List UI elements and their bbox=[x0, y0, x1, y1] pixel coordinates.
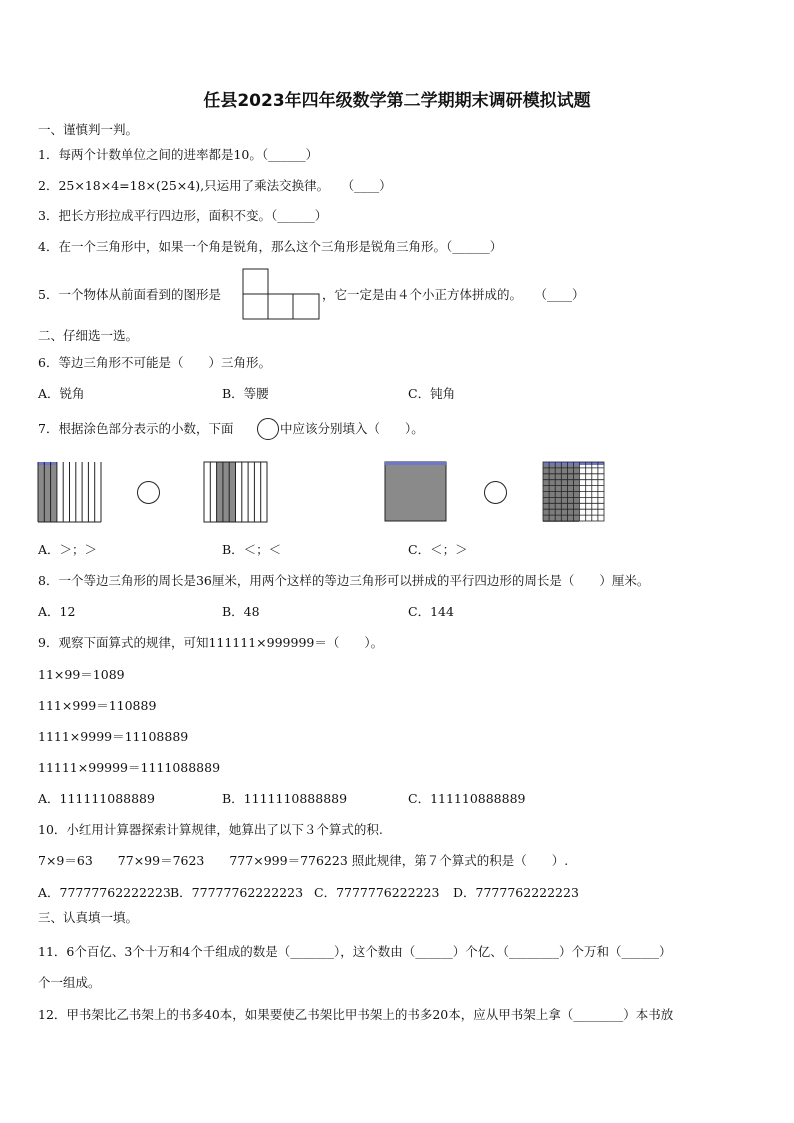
question-9: 9．观察下面算式的规律，可知111111×999999＝（ ）。 bbox=[38, 635, 384, 650]
question-1: 1．每两个计数单位之间的进率都是10。（______） bbox=[38, 147, 319, 162]
q7-option-a: A．＞；＞ bbox=[38, 542, 98, 557]
compare-circle-icon bbox=[257, 418, 279, 440]
decimal-strips-figure-2 bbox=[204, 462, 268, 522]
q10-option-d: D．7777762222223 bbox=[453, 885, 579, 900]
question-12: 12．甲书架比乙书架上的书多40本，如果要使乙书架比甲书架上的书多20本，应从甲书架上拿（________）本书放 bbox=[38, 1007, 674, 1022]
q8-option-b: B．48 bbox=[222, 604, 260, 619]
question-7-part-a: 7．根据涂色部分表示的小数，下面 bbox=[38, 421, 234, 436]
question-5-part-a: 5．一个物体从前面看到的图形是 bbox=[38, 287, 221, 302]
section-heading-1: 一、谨慎判一判。 bbox=[38, 122, 139, 137]
question-4: 4．在一个三角形中，如果一个角是锐角，那么这个三角形是锐角三角形。（______） bbox=[38, 239, 503, 254]
decimal-strips-figure-1 bbox=[38, 462, 102, 522]
q9-pattern-line-2: 111×999＝110889 bbox=[38, 698, 157, 713]
page-title: 任县2023年四年级数学第二学期期末调研模拟试题 bbox=[203, 91, 591, 111]
compare-circle-2-icon[interactable] bbox=[484, 481, 507, 504]
q10-option-b: B．77777762222223 bbox=[170, 885, 304, 900]
q6-option-b: B．等腰 bbox=[222, 386, 269, 401]
q9-pattern-line-3: 1111×9999＝11108889 bbox=[38, 729, 189, 744]
decimal-grid-figure-4 bbox=[543, 462, 605, 522]
q9-option-b: B．1111110888889 bbox=[222, 791, 348, 806]
question-11-line-2: 个一组成。 bbox=[38, 975, 101, 990]
question-11-line-1: 11．6个百亿、3个十万和4个千组成的数是（_______），这个数由（______）个亿、（________）个万和（______） bbox=[38, 944, 672, 959]
q6-option-a: A．锐角 bbox=[38, 386, 85, 401]
front-view-figure bbox=[242, 268, 322, 320]
q9-option-a: A．111111088889 bbox=[38, 791, 155, 806]
q7-option-c: C．＜；＞ bbox=[408, 542, 468, 557]
question-3: 3．把长方形拉成平行四边形，面积不变。（______） bbox=[38, 208, 328, 223]
section-heading-2: 二、仔细选一选。 bbox=[38, 328, 139, 343]
q9-option-c: C．111110888889 bbox=[408, 791, 526, 806]
question-7-part-b: 中应该分别填入（ ）。 bbox=[280, 421, 424, 436]
q10-option-a: A．77777762222223 bbox=[38, 885, 171, 900]
q8-option-c: C．144 bbox=[408, 604, 454, 619]
decimal-square-figure-3 bbox=[385, 462, 447, 522]
question-2: 2．25×18×4=18×(25×4),只运用了乘法交换律。 （____） bbox=[38, 178, 392, 193]
q9-pattern-line-4: 11111×99999＝1111088889 bbox=[38, 760, 221, 775]
compare-circle-1-icon[interactable] bbox=[137, 481, 160, 504]
question-10: 10．小红用计算器探索计算规律，她算出了以下３个算式的积. bbox=[38, 822, 383, 837]
q8-option-a: A．12 bbox=[38, 604, 76, 619]
q7-option-b: B．＜；＜ bbox=[222, 542, 282, 557]
question-6: 6．等边三角形不可能是（ ）三角形。 bbox=[38, 355, 271, 370]
question-5-part-b: ，它一定是由４个小正方体拼成的。 （____） bbox=[322, 287, 585, 302]
q9-pattern-line-1: 11×99＝1089 bbox=[38, 667, 125, 682]
question-8: 8．一个等边三角形的周长是36厘米，用两个这样的等边三角形可以拼成的平行四边形的周长是（ ）厘米。 bbox=[38, 573, 650, 588]
q10-pattern-line: 7×9＝63 77×99＝7623 777×999＝776223 照此规律，第７个算式的积是（ ）. bbox=[38, 853, 569, 868]
section-heading-3: 三、认真填一填。 bbox=[38, 910, 139, 925]
q10-option-c: C．7777776222223 bbox=[314, 885, 440, 900]
q6-option-c: C．钝角 bbox=[408, 386, 456, 401]
